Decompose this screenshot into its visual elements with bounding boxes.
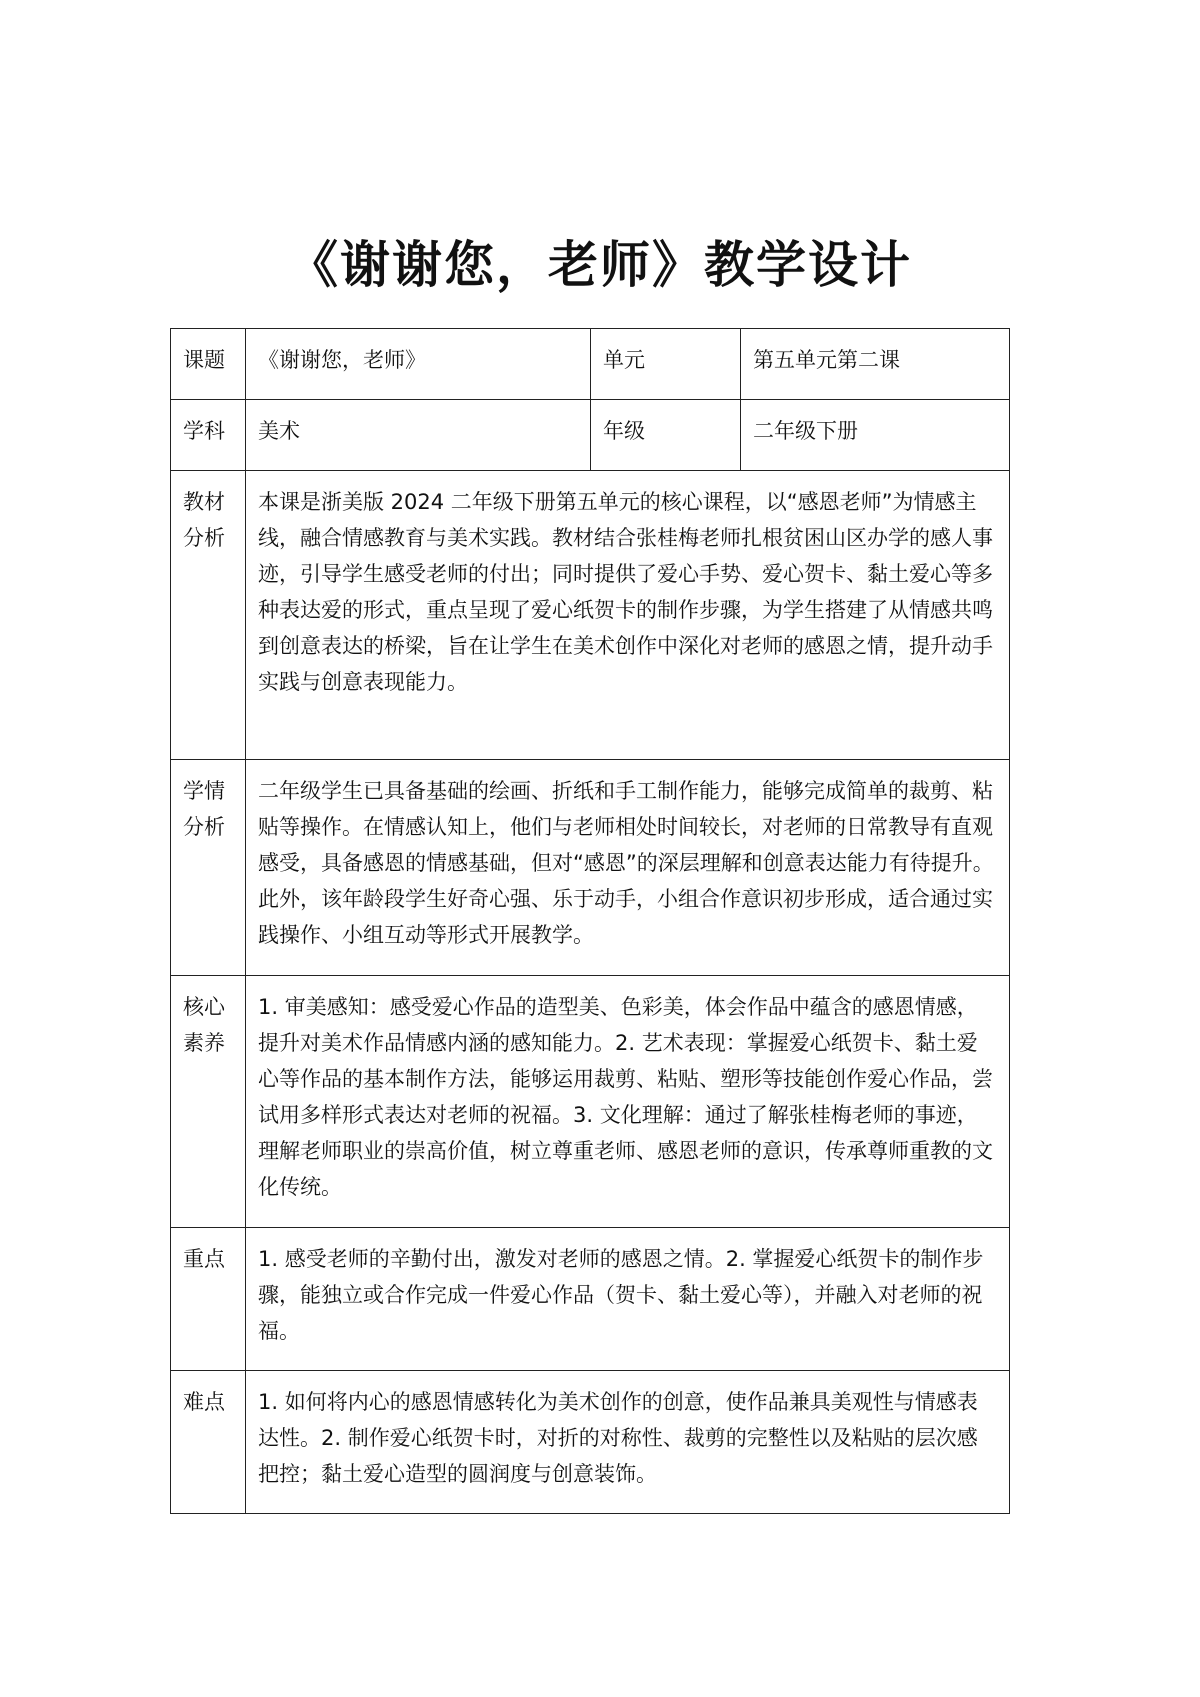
core-literacy-label-line1: 核心 [183, 995, 225, 1019]
table-row-learner-analysis [171, 760, 1010, 976]
textbook-analysis-label-line1: 教材 [183, 490, 225, 514]
grade-label: 年级 [591, 400, 741, 471]
table-row-difficult-points [171, 1371, 1010, 1514]
topic-label: 课题 [171, 329, 246, 400]
key-points-label: 重点 [171, 1228, 246, 1371]
key-points-text: 1. 感受老师的辛勤付出，激发对老师的感恩之情。2. 掌握爱心纸贺卡的制作步骤，能独立或合作完成一件爱心作品（贺卡、黏土爱心等），并融入对老师的祝福。 [246, 1228, 1010, 1371]
textbook-analysis-label-line2: 分析 [183, 526, 225, 550]
table-row-textbook-analysis [171, 471, 1010, 760]
learner-analysis-label [171, 760, 246, 976]
grade-value: 二年级下册 [741, 400, 1010, 471]
unit-label: 单元 [591, 329, 741, 400]
subject-label: 学科 [171, 400, 246, 471]
table-row-subject [171, 400, 1010, 471]
difficult-points-label: 难点 [171, 1371, 246, 1514]
textbook-analysis-label [171, 471, 246, 760]
core-literacy-text: 1. 审美感知：感受爱心作品的造型美、色彩美，体会作品中蕴含的感恩情感，提升对美术作品情感内涵的感知能力。2. 艺术表现：掌握爱心纸贺卡、黏土爱心等作品的基本制作方法，能够运用裁剪、粘贴、塑形等技能创作爱心作品，尝试用多样形式表达对老师的祝福。3. 文化理解：通过了解张桂梅老师的事迹，理解老师职业的崇高价值，树立尊重老师、感恩老师的意识，传承尊师重教的文化传统。 [246, 976, 1010, 1228]
table-row-topic [171, 329, 1010, 400]
difficult-points-text: 1. 如何将内心的感恩情感转化为美术创作的创意，使作品兼具美观性与情感表达性。2. 制作爱心纸贺卡时，对折的对称性、裁剪的完整性以及粘贴的层次感把控；黏土爱心造型的圆润度与创意装饰。 [246, 1371, 1010, 1514]
table-row-key-points [171, 1228, 1010, 1371]
table-row-core-literacy [171, 976, 1010, 1228]
lesson-plan-table [170, 328, 1010, 1514]
subject-value: 美术 [246, 400, 591, 471]
textbook-analysis-text: 本课是浙美版 2024 二年级下册第五单元的核心课程，以“感恩老师”为情感主线，融合情感教育与美术实践。教材结合张桂梅老师扎根贫困山区办学的感人事迹，引导学生感受老师的付出；同时提供了爱心手势、爱心贺卡、黏土爱心等多种表达爱的形式，重点呈现了爱心纸贺卡的制作步骤，为学生搭建了从情感共鸣到创意表达的桥梁，旨在让学生在美术创作中深化对老师的感恩之情，提升动手实践与创意表现能力。 [246, 471, 1010, 760]
learner-analysis-label-line2: 分析 [183, 815, 225, 839]
document-title: 《谢谢您，老师》教学设计 [288, 235, 912, 294]
core-literacy-label-line2: 素养 [183, 1031, 225, 1055]
learner-analysis-text: 二年级学生已具备基础的绘画、折纸和手工制作能力，能够完成简单的裁剪、粘贴等操作。在情感认知上，他们与老师相处时间较长，对老师的日常教导有直观感受，具备感恩的情感基础，但对“感恩”的深层理解和创意表达能力有待提升。此外，该年龄段学生好奇心强、乐于动手，小组合作意识初步形成，适合通过实践操作、小组互动等形式开展教学。 [246, 760, 1010, 976]
unit-value: 第五单元第二课 [741, 329, 1010, 400]
learner-analysis-label-line1: 学情 [183, 779, 225, 803]
topic-value: 《谢谢您，老师》 [246, 329, 591, 400]
core-literacy-label [171, 976, 246, 1228]
